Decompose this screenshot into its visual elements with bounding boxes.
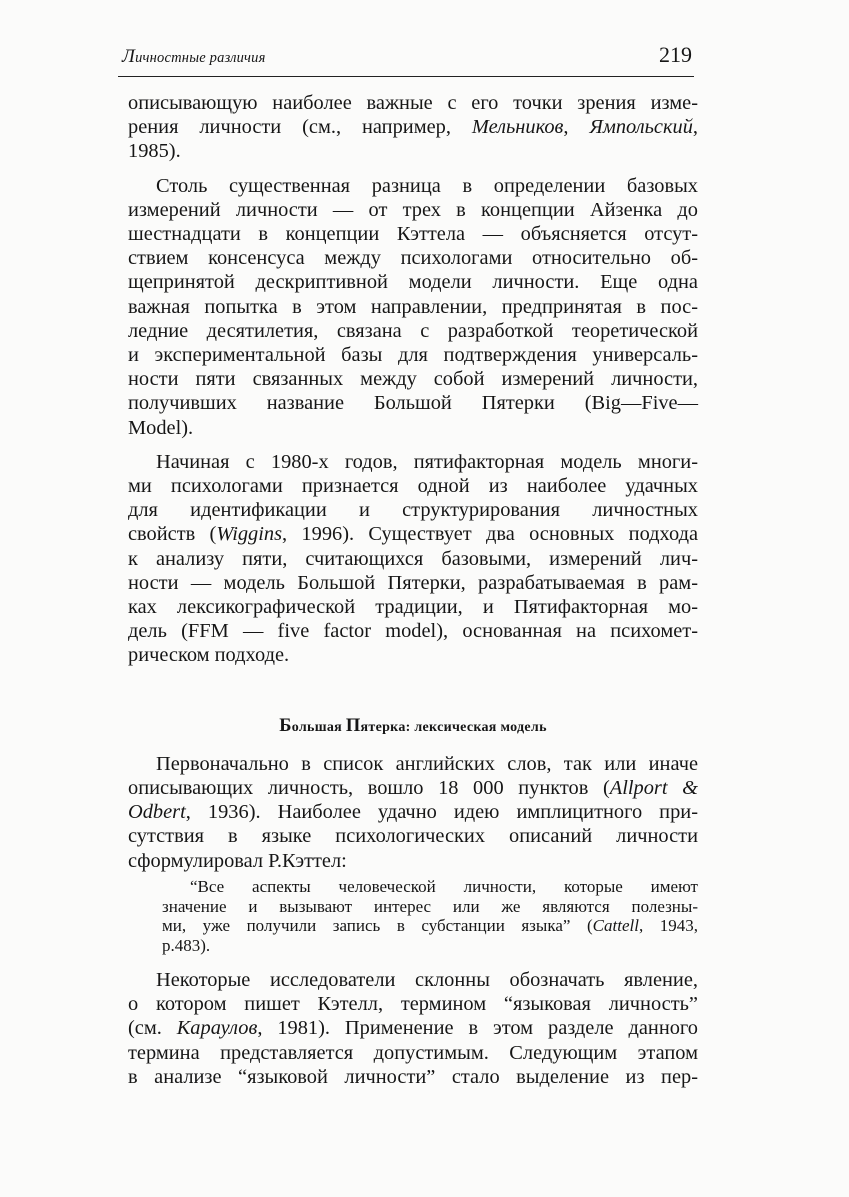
citation-author: Мельников [471,116,564,139]
running-title: Личностные различия [122,46,266,67]
text-line: и экспериментальной базы для подтверждения универсаль- [128,344,698,367]
quote-line: значение и вызывают интерес или же являются полезны- [162,896,698,916]
text-line: ствием консенсуса между психологами относительно об- [128,247,698,270]
text-line: Odbert, 1936). Наиболее удачно идею имплицитного при- [128,801,698,824]
text-line: к анализу пяти, считающихся базовыми, измерений лич- [128,547,698,570]
text-line: свойств (Wiggins, 1996). Существует два основных подхода [128,523,699,546]
text-line: Столь существенная разница в определении базовых [156,174,698,197]
quote-line: ми, уже получили запись в субстанции языка” (Cattell, 1943, [162,916,699,936]
text-line: описывающих личность, вошло 18 000 пунктов (Allport & [128,777,698,800]
text-line: термина представляется допустимым. Следующим этапом [128,1041,698,1064]
text-line: описывающую наиболее важные с его точки зрения изме- [128,92,698,114]
quote-line: “Все аспекты человеческой личности, которые имеют [190,876,698,896]
text-line: Первоначально в список английских слов, так или иначе [156,752,698,775]
text-line: для идентификации и структурирования личностных [128,499,698,522]
text-line: ках лексикографической традиции, и Пятифакторная мо- [128,596,698,619]
text-line: измерений личности — от трех в концепции Айзенка до [128,198,698,221]
page-number: 219 [659,42,692,67]
citation-author: Ямпольский [589,116,693,139]
text-line: сутствия в языке психологических описаний личности [128,825,698,848]
section-heading: Большая Пятерка: лексическая модель [279,715,547,736]
paragraph [128,752,698,873]
text-line: о котором пишет Кэтелл, термином “языковая личность” [128,993,698,1016]
text-line: шестнадцати в концепции Кэттела — объясняется отсут- [128,223,698,246]
paragraph [128,174,698,440]
text-line: Model). [128,416,194,439]
paragraph [128,450,698,668]
citation-author: Cattell [592,916,639,936]
block-quote [162,877,698,956]
text-line: 1985). [128,140,181,163]
text-line: ности — модель Большой Пятерки, разрабатываемая в рам- [128,571,698,594]
body-text [128,91,698,1089]
text-line: Некоторые исследователи склонны обозначать явление, [156,969,698,992]
text-line: щепринятой дескриптивной модели личности. Еще одна [128,271,698,294]
text-line: рическом подходе. [128,644,290,667]
text-line: ми психологами признается одной из наиболее удачных [128,475,698,498]
page-header [118,40,694,77]
citation-author: Wiggins [216,523,283,546]
paragraph [128,91,698,164]
text-line: сформулировал Р.Кэттел: [128,849,347,872]
citation-author: Allport & [609,777,698,800]
text-line: рения личности (см., например, Мельников, Ямпольский, [128,116,698,139]
quote-line: p.483). [162,936,211,956]
citation-author: Odbert [128,801,186,824]
text-line: ледние десятилетия, связана с разработкой теоретической [128,319,698,342]
text-line: ности пяти связанных между собой измерений личности, [128,368,698,391]
text-line: (см. Караулов, 1981). Применение в этом разделе данного [128,1017,698,1040]
text-line: важная попытка в этом направлении, предпринятая в пос- [128,295,698,318]
text-line: получивших название Большой Пятерки (Big—Five— [128,392,698,415]
paragraph [128,968,698,1089]
text-line: Начиная с 1980-х годов, пятифакторная модель многи- [156,450,698,473]
text-line: дель (FFM — five factor model), основанная на психомет- [128,620,698,643]
citation-author: Караулов [176,1017,258,1040]
text-line: в анализе “языковой личности” стало выделение из пер- [128,1065,698,1088]
